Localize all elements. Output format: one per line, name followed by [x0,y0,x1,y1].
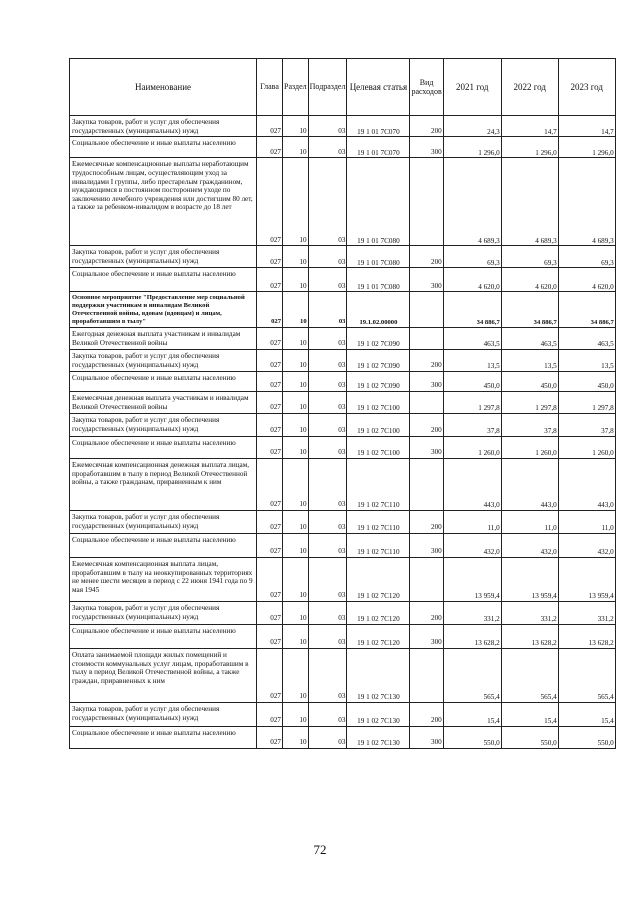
row-razdel: 10 [283,533,309,557]
row-2023: 15,4 [558,702,615,726]
row-vid: 200 [410,246,443,268]
row-glava: 027 [257,158,283,246]
row-razdel: 10 [283,246,309,268]
row-glava: 027 [257,702,283,726]
row-2021: 24,3 [443,116,501,137]
table-row [70,557,616,601]
row-name: Закупка товаров, работ и услуг для обеспечения государственных (муниципальных) нужд [70,116,257,137]
row-razdel: 10 [283,137,309,158]
table-row [70,458,616,510]
row-podrazdel: 03 [308,458,347,510]
row-target: 19 1 02 7С130 [347,702,410,726]
row-razdel: 10 [283,648,309,702]
table-row [70,391,616,413]
row-2022: 565,4 [501,648,558,702]
row-razdel: 10 [283,292,309,328]
row-name: Ежемесячная компенсационная выплата лицам, проработавшим в тылу на неоккупированных территориях не менее шести месяцев в период с 22 июня 1941 года по 9 мая 1945 [70,557,257,601]
row-vid: 300 [410,726,443,748]
row-2023: 565,4 [558,648,615,702]
row-2022: 13,5 [501,349,558,371]
row-2021: 463,5 [443,327,501,349]
row-2022: 14,7 [501,116,558,137]
row-2023: 13 959,4 [558,557,615,601]
row-vid [410,648,443,702]
row-podrazdel: 03 [308,510,347,533]
row-podrazdel: 03 [308,557,347,601]
row-target: 19 1 02 7С100 [347,436,410,458]
row-2021: 37,8 [443,413,501,436]
row-glava: 027 [257,349,283,371]
row-target: 19 1 01 7С070 [347,116,410,137]
row-name: Социальное обеспечение и иные выплаты населению [70,726,257,748]
table-row [70,601,616,624]
row-target: 19 1 02 7С110 [347,458,410,510]
row-podrazdel: 03 [308,601,347,624]
row-target: 19 1 02 7С100 [347,391,410,413]
row-podrazdel: 03 [308,327,347,349]
row-name: Основное мероприятие "Предоставление мер социальной поддержки участникам и инвалидам Великой Отечественной войны, вдовам (вдовцам) и лицам, проработавшим в тылу" [70,292,257,328]
row-2023: 1 297,8 [558,391,615,413]
row-name: Ежегодная денежная выплата участникам и инвалидам Великой Отечественной войны [70,327,257,349]
table-row [70,137,616,158]
row-2023: 4 689,3 [558,158,615,246]
row-razdel: 10 [283,349,309,371]
table-row [70,371,616,391]
row-razdel: 10 [283,557,309,601]
header-name: Наименование [70,59,257,116]
row-2021: 1 260,0 [443,436,501,458]
row-2023: 13 628,2 [558,624,615,648]
row-podrazdel: 03 [308,391,347,413]
row-vid: 200 [410,349,443,371]
row-vid: 300 [410,268,443,292]
row-2022: 4 620,0 [501,268,558,292]
table-row [70,413,616,436]
row-glava: 027 [257,292,283,328]
budget-table [69,58,616,749]
row-glava: 027 [257,413,283,436]
row-podrazdel: 03 [308,292,347,328]
table-row [70,648,616,702]
row-podrazdel: 03 [308,648,347,702]
header-2022: 2022 год [501,59,558,116]
row-target: 19 1 02 7С110 [347,510,410,533]
header-podrazdel: Подраздел [308,59,347,116]
row-razdel: 10 [283,510,309,533]
row-vid [410,292,443,328]
row-vid: 200 [410,510,443,533]
row-vid: 300 [410,533,443,557]
row-razdel: 10 [283,413,309,436]
row-name: Ежемесячная компенсационная денежная выплата лицам, проработавшим в тылу в период Великой Отечественной войны, а также гражданам, приравненным к ним [70,458,257,510]
row-2022: 443,0 [501,458,558,510]
table-row [70,624,616,648]
row-2022: 1 296,0 [501,137,558,158]
row-name: Оплата занимаемой площади жилых помещений и стоимости коммунальных услуг лицам, проработавшим в тылу в период Великой Отечественной войны, а также граждан, приравненных к ним [70,648,257,702]
table-row [70,158,616,246]
row-glava: 027 [257,268,283,292]
row-2023: 37,8 [558,413,615,436]
header-vid: Вид расходов [410,59,443,116]
row-2022: 450,0 [501,371,558,391]
row-target: 19 1 01 7С080 [347,246,410,268]
row-name: Закупка товаров, работ и услуг для обеспечения государственных (муниципальных) нужд [70,702,257,726]
row-razdel: 10 [283,436,309,458]
row-podrazdel: 03 [308,533,347,557]
row-vid: 300 [410,371,443,391]
row-podrazdel: 03 [308,246,347,268]
row-razdel: 10 [283,116,309,137]
row-podrazdel: 03 [308,116,347,137]
row-2021: 443,0 [443,458,501,510]
row-target: 19 1 02 7С130 [347,726,410,748]
row-vid [410,557,443,601]
row-glava: 027 [257,458,283,510]
row-glava: 027 [257,557,283,601]
table-row [70,349,616,371]
row-target: 19.1.02.00000 [347,292,410,328]
row-podrazdel: 03 [308,158,347,246]
table-row [70,268,616,292]
row-vid: 300 [410,436,443,458]
row-2023: 4 620,0 [558,268,615,292]
row-2023: 331,2 [558,601,615,624]
row-vid [410,327,443,349]
header-razdel: Раздел [283,59,309,116]
table-row [70,116,616,137]
row-razdel: 10 [283,327,309,349]
row-razdel: 10 [283,726,309,748]
row-target: 19 1 01 7С070 [347,137,410,158]
row-2022: 1 260,0 [501,436,558,458]
row-razdel: 10 [283,158,309,246]
header-target: Целевая статья [347,59,410,116]
row-2021: 11,0 [443,510,501,533]
table-row [70,436,616,458]
row-vid: 300 [410,624,443,648]
row-2022: 432,0 [501,533,558,557]
row-name: Закупка товаров, работ и услуг для обеспечения государственных (муниципальных) нужд [70,246,257,268]
row-2023: 450,0 [558,371,615,391]
row-target: 19 1 02 7С120 [347,601,410,624]
row-name: Социальное обеспечение и иные выплаты населению [70,137,257,158]
row-2021: 4 620,0 [443,268,501,292]
row-name: Ежемесячная денежная выплата участникам и инвалидам Великой Отечественной войны [70,391,257,413]
row-2022: 550,0 [501,726,558,748]
row-razdel: 10 [283,702,309,726]
row-target: 19 1 01 7С080 [347,268,410,292]
row-2022: 69,3 [501,246,558,268]
row-glava: 027 [257,648,283,702]
row-2023: 443,0 [558,458,615,510]
row-2021: 550,0 [443,726,501,748]
row-podrazdel: 03 [308,268,347,292]
row-podrazdel: 03 [308,349,347,371]
row-2023: 11,0 [558,510,615,533]
header-2021: 2021 год [443,59,501,116]
row-podrazdel: 03 [308,371,347,391]
row-2022: 11,0 [501,510,558,533]
row-target: 19 1 02 7С120 [347,557,410,601]
row-razdel: 10 [283,391,309,413]
row-2022: 331,2 [501,601,558,624]
row-podrazdel: 03 [308,436,347,458]
row-2021: 432,0 [443,533,501,557]
row-name: Закупка товаров, работ и услуг для обеспечения государственных (муниципальных) нужд [70,349,257,371]
row-target: 19 1 02 7С120 [347,624,410,648]
row-2021: 13 959,4 [443,557,501,601]
row-2022: 13 959,4 [501,557,558,601]
row-2023: 550,0 [558,726,615,748]
row-2023: 1 260,0 [558,436,615,458]
row-2022: 15,4 [501,702,558,726]
row-2022: 463,5 [501,327,558,349]
row-podrazdel: 03 [308,137,347,158]
row-glava: 027 [257,601,283,624]
row-name: Ежемесячные компенсационные выплаты неработающим трудоспособным лицам, осуществляющим уход за инвалидами I группы, либо престарелым гражданином, нуждающимся в постоянном постороннем уходе по заключению лечебного учреждения или достигшим 80 лет, а также за ребенком-инвалидом в возрасте до 18 лет [70,158,257,246]
row-target: 19 1 02 7С090 [347,327,410,349]
row-2021: 13,5 [443,349,501,371]
row-2021: 450,0 [443,371,501,391]
row-vid: 300 [410,137,443,158]
row-vid [410,458,443,510]
row-2021: 13 628,2 [443,624,501,648]
row-2023: 13,5 [558,349,615,371]
row-glava: 027 [257,436,283,458]
row-razdel: 10 [283,624,309,648]
row-target: 19 1 01 7С080 [347,158,410,246]
row-name: Социальное обеспечение и иные выплаты населению [70,533,257,557]
row-glava: 027 [257,137,283,158]
row-2021: 15,4 [443,702,501,726]
row-podrazdel: 03 [308,702,347,726]
row-2021: 1 297,8 [443,391,501,413]
row-2021: 565,4 [443,648,501,702]
header-2023: 2023 год [558,59,615,116]
row-name: Закупка товаров, работ и услуг для обеспечения государственных (муниципальных) нужд [70,601,257,624]
row-2023: 34 886,7 [558,292,615,328]
row-razdel: 10 [283,371,309,391]
row-glava: 027 [257,510,283,533]
row-name: Социальное обеспечение и иные выплаты населению [70,268,257,292]
row-2022: 13 628,2 [501,624,558,648]
row-target: 19 1 02 7С090 [347,349,410,371]
row-target: 19 1 02 7С100 [347,413,410,436]
row-glava: 027 [257,371,283,391]
row-name: Социальное обеспечение и иные выплаты населению [70,436,257,458]
row-vid: 200 [410,413,443,436]
table-row [70,533,616,557]
table-row [70,246,616,268]
row-2022: 4 689,3 [501,158,558,246]
row-vid: 200 [410,116,443,137]
row-glava: 027 [257,246,283,268]
row-razdel: 10 [283,601,309,624]
row-name: Социальное обеспечение и иные выплаты населению [70,624,257,648]
row-2022: 1 297,8 [501,391,558,413]
row-2021: 4 689,3 [443,158,501,246]
row-podrazdel: 03 [308,726,347,748]
row-2021: 331,2 [443,601,501,624]
row-2023: 14,7 [558,116,615,137]
row-vid: 200 [410,702,443,726]
table-row [70,292,616,328]
header-glava: Глава [257,59,283,116]
row-glava: 027 [257,533,283,557]
row-podrazdel: 03 [308,413,347,436]
row-2021: 1 296,0 [443,137,501,158]
table-row [70,327,616,349]
row-glava: 027 [257,327,283,349]
row-razdel: 10 [283,458,309,510]
row-target: 19 1 02 7С130 [347,648,410,702]
row-vid: 200 [410,601,443,624]
row-target: 19 1 02 7С110 [347,533,410,557]
row-2022: 34 886,7 [501,292,558,328]
row-vid [410,158,443,246]
row-vid [410,391,443,413]
row-2021: 69,3 [443,246,501,268]
row-2023: 1 296,0 [558,137,615,158]
row-name: Социальное обеспечение и иные выплаты населению [70,371,257,391]
row-name: Закупка товаров, работ и услуг для обеспечения государственных (муниципальных) нужд [70,510,257,533]
row-name: Закупка товаров, работ и услуг для обеспечения государственных (муниципальных) нужд [70,413,257,436]
table-row [70,510,616,533]
row-glava: 027 [257,624,283,648]
row-2023: 463,5 [558,327,615,349]
table-row [70,726,616,748]
table-row [70,702,616,726]
row-podrazdel: 03 [308,624,347,648]
row-2023: 432,0 [558,533,615,557]
row-2023: 69,3 [558,246,615,268]
row-glava: 027 [257,391,283,413]
row-glava: 027 [257,726,283,748]
row-2021: 34 886,7 [443,292,501,328]
page-number: 72 [313,842,327,857]
table-header-row [70,59,616,116]
row-glava: 027 [257,116,283,137]
row-razdel: 10 [283,268,309,292]
table-body [70,116,616,749]
row-target: 19 1 02 7С090 [347,371,410,391]
row-2022: 37,8 [501,413,558,436]
